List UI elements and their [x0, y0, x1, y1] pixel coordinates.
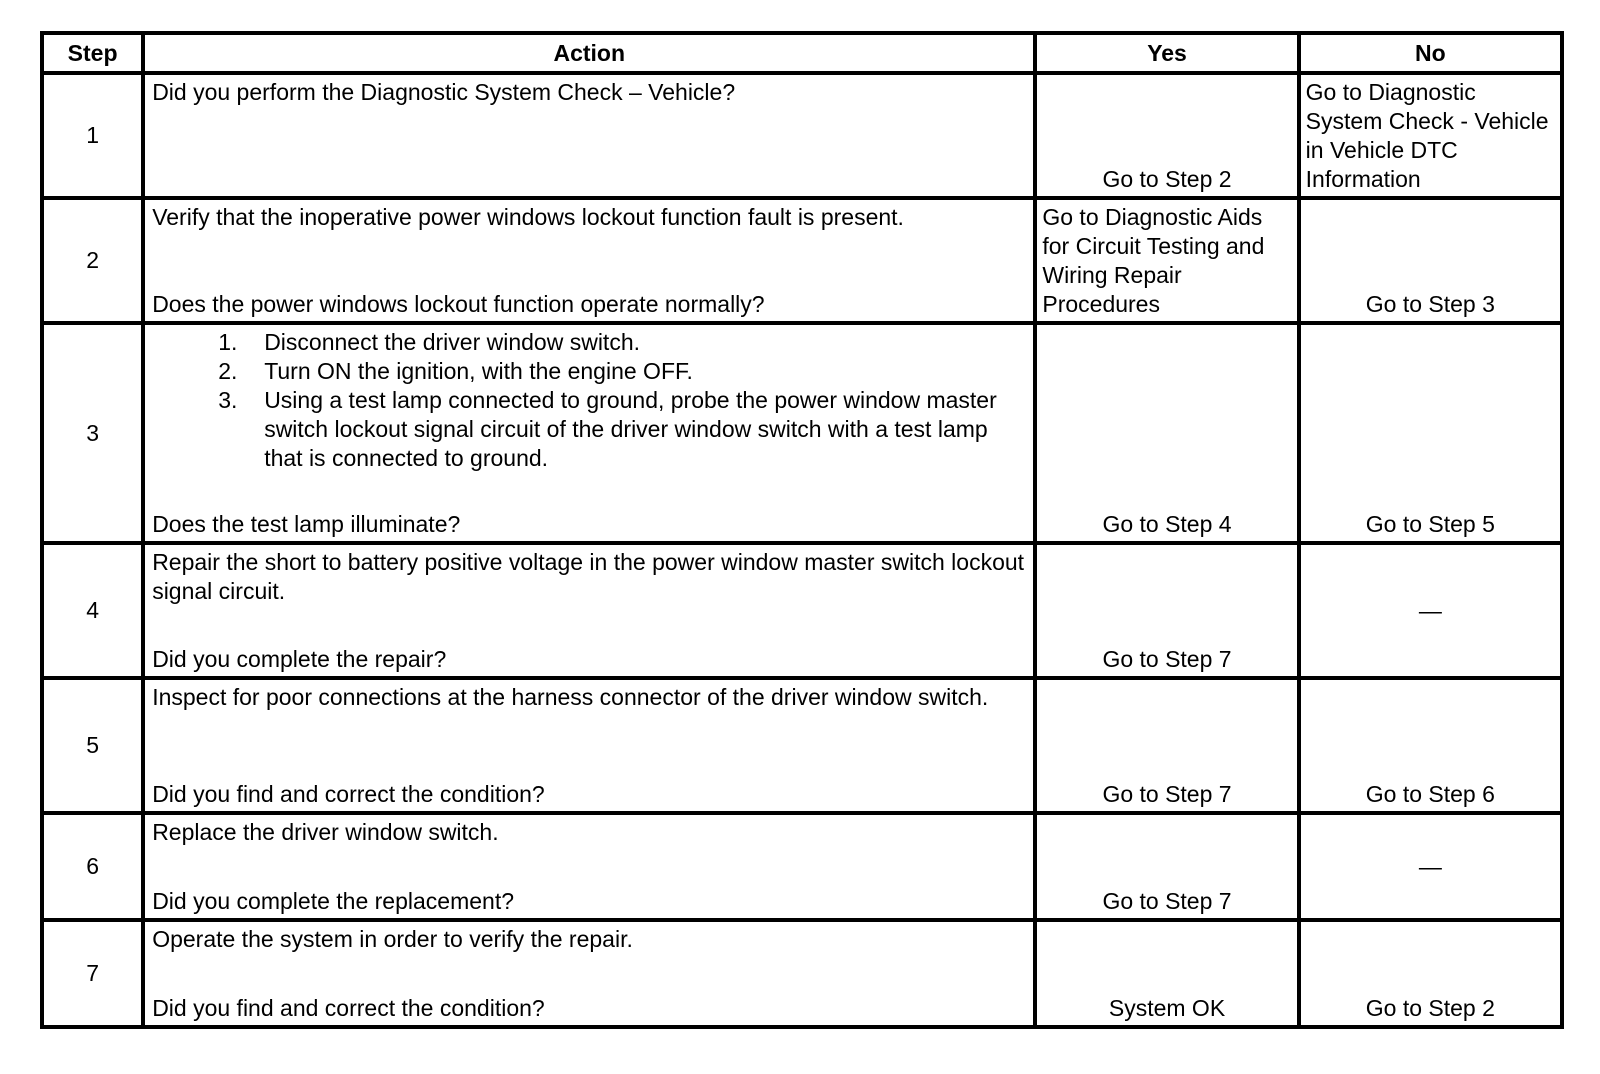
- substep-item: 3. Using a test lamp connected to ground, probe the power window master switch lockout signal circuit of the driver window switch with a test lamp that is connected to ground.: [250, 386, 1025, 473]
- action-question: Did you complete the repair?: [152, 646, 447, 672]
- action-question: Did you complete the replacement?: [152, 888, 514, 914]
- action-text: Operate the system in order to verify the repair.: [152, 926, 633, 952]
- header-yes: Yes: [1035, 33, 1298, 73]
- substep-list: [152, 328, 1025, 473]
- yes-result: Go to Step 4: [1102, 511, 1232, 537]
- action-cell: [143, 73, 1035, 198]
- no-cell: [1299, 323, 1562, 543]
- action-question: Does the test lamp illuminate?: [152, 511, 461, 537]
- yes-cell: [1035, 198, 1298, 323]
- action-cell: [143, 198, 1035, 323]
- table-row: [42, 73, 1562, 198]
- yes-result: Go to Step 7: [1102, 781, 1232, 807]
- no-result: —: [1418, 597, 1442, 623]
- step-number: 6: [42, 813, 143, 920]
- substep-item: 2. Turn ON the ignition, with the engine OFF.: [250, 357, 1025, 386]
- no-cell: [1299, 543, 1562, 678]
- action-text: Repair the short to battery positive voltage in the power window master switch lockout signal circuit.: [152, 549, 1025, 604]
- table-row: [42, 678, 1562, 813]
- header-row: [42, 33, 1562, 73]
- yes-result: Go to Step 7: [1102, 888, 1232, 914]
- no-result: —: [1418, 853, 1442, 879]
- yes-cell: [1035, 323, 1298, 543]
- action-question: Did you find and correct the condition?: [152, 781, 545, 807]
- yes-cell: [1035, 543, 1298, 678]
- header-no: No: [1299, 33, 1562, 73]
- substep-item: 1. Disconnect the driver window switch.: [250, 328, 1025, 357]
- yes-cell: [1035, 813, 1298, 920]
- step-number: 3: [42, 323, 143, 543]
- no-cell: [1299, 678, 1562, 813]
- action-text: Did you perform the Diagnostic System Check – Vehicle?: [152, 79, 736, 105]
- no-cell: [1299, 813, 1562, 920]
- action-text: Replace the driver window switch.: [152, 819, 499, 845]
- action-cell: [143, 920, 1035, 1027]
- action-cell: [143, 323, 1035, 543]
- no-cell: [1299, 198, 1562, 323]
- yes-cell: [1035, 73, 1298, 198]
- no-result: Go to Step 2: [1365, 995, 1495, 1021]
- yes-cell: [1035, 920, 1298, 1027]
- action-text: Verify that the inoperative power windows lockout function fault is present.: [152, 204, 904, 230]
- table-row: [42, 543, 1562, 678]
- action-question: Does the power windows lockout function operate normally?: [152, 291, 765, 317]
- step-number: 5: [42, 678, 143, 813]
- step-number: 1: [42, 73, 143, 198]
- table-row: [42, 198, 1562, 323]
- step-number: 7: [42, 920, 143, 1027]
- table-row: [42, 323, 1562, 543]
- yes-result: System OK: [1108, 995, 1226, 1021]
- yes-cell: [1035, 678, 1298, 813]
- header-step: Step: [42, 33, 143, 73]
- action-cell: [143, 813, 1035, 920]
- action-cell: [143, 678, 1035, 813]
- action-question: Did you find and correct the condition?: [152, 995, 545, 1021]
- no-cell: [1299, 73, 1562, 198]
- action-text: Inspect for poor connections at the harness connector of the driver window switch.: [152, 684, 989, 710]
- no-result: Go to Step 3: [1365, 291, 1495, 317]
- yes-result: Go to Step 7: [1102, 646, 1232, 672]
- table-row: [42, 813, 1562, 920]
- no-result: Go to Step 5: [1365, 511, 1495, 537]
- no-result: Go to Step 6: [1365, 781, 1495, 807]
- step-number: 4: [42, 543, 143, 678]
- yes-result: Go to Step 2: [1102, 166, 1232, 192]
- diagnostic-table: [40, 31, 1564, 1029]
- table-row: [42, 920, 1562, 1027]
- step-number: 2: [42, 198, 143, 323]
- yes-result: Go to Diagnostic Aids for Circuit Testing and Wiring Repair Procedures: [1042, 204, 1265, 317]
- action-cell: [143, 543, 1035, 678]
- no-result: Go to Diagnostic System Check - Vehicle in Vehicle DTC Information: [1305, 79, 1549, 192]
- no-cell: [1299, 920, 1562, 1027]
- header-action: Action: [143, 33, 1035, 73]
